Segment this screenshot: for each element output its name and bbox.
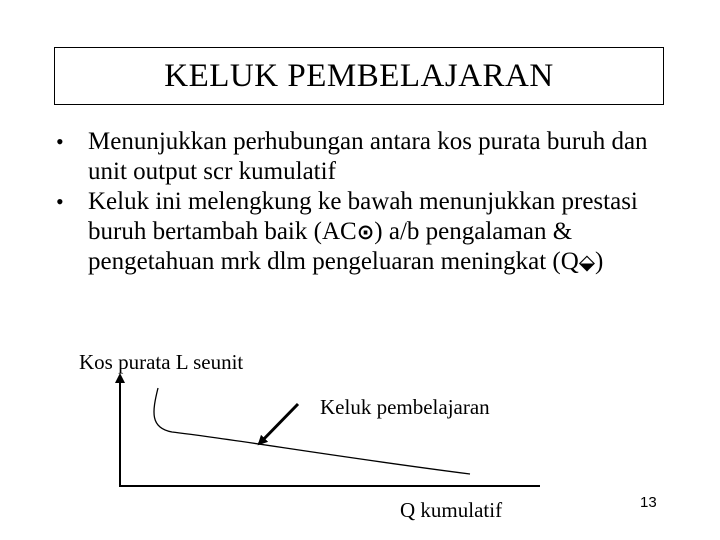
down-symbol-icon: ⊙: [356, 220, 375, 244]
bullet-dot-icon: •: [56, 129, 64, 154]
bullet-dot-icon: •: [56, 189, 64, 214]
x-axis-label: Q kumulatif: [400, 498, 503, 522]
bullet-2-text-mid: ) a/b pengalaman & pengetahuan mrk dlm pengeluaran meningkat (Q: [88, 218, 579, 275]
bullet-2-text-end: ): [594, 248, 604, 275]
bullet-2-text-start: Keluk ini melengkung ke bawah menunjukkan prestasi buruh bertambah baik (AC: [88, 188, 638, 245]
up-symbol-icon: ⬙: [578, 250, 595, 274]
curve-label: Keluk pembelajaran: [320, 395, 490, 419]
slide-number: 13: [640, 494, 657, 511]
curve-pointer-arrow: [259, 404, 298, 444]
bullet-1-text: Menunjukkan perhubungan antara kos purata buruh dan unit output scr kumulatif: [88, 128, 648, 185]
slide-title: KELUK PEMBELAJARAN: [164, 57, 554, 94]
y-axis-label: Kos purata L seunit: [79, 350, 244, 374]
